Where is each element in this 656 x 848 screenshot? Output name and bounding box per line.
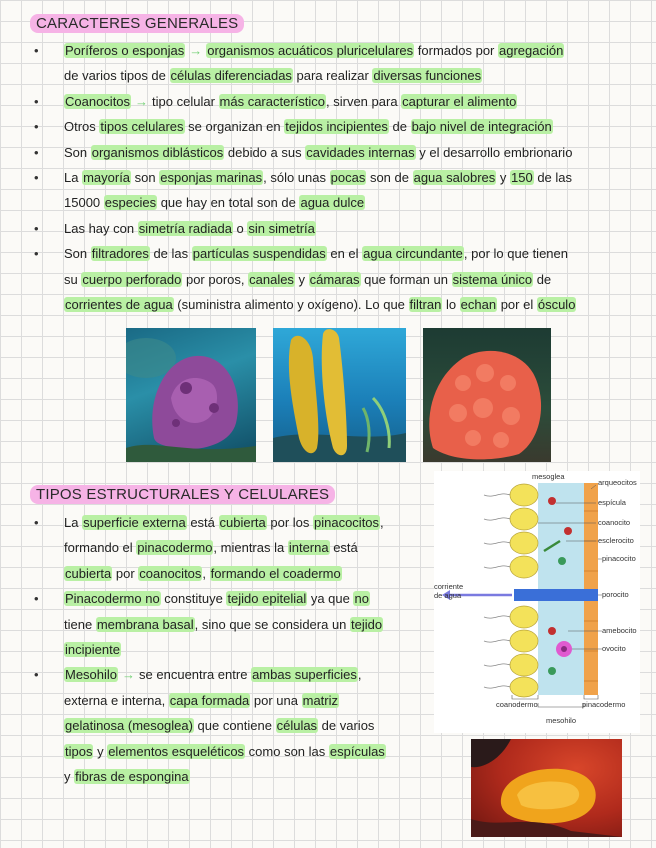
- label-coanodermo: coanodermo: [496, 700, 538, 709]
- purple-sponge-photo: [126, 328, 256, 462]
- label-espicula: espícula: [598, 498, 626, 507]
- list-item: • Coanocitos → tipo celular más característico, sirven para capturar el alimento: [34, 89, 640, 114]
- arrow-icon: →: [135, 93, 149, 109]
- label-coanocito: coanocito: [598, 518, 631, 527]
- label-porocito: porocito: [602, 590, 629, 599]
- section-title-caracteres: CARACTERES GENERALES: [30, 14, 244, 33]
- list-item: • Mesohilo → se encuentra entre ambas superficies, externa e interna, capa formada por una matriz gelatinosa (mesoglea) que contiene células de varios tipos y elementos esqueléticos como son las espículas y fibras de espongina: [34, 662, 422, 789]
- yellow-tube-sponge-photo: [273, 328, 406, 462]
- list-item: • Son filtradores de las partículas suspendidas en el agua circundante, por lo que tienen su cuerpo perforado por poros, canales y cámaras que forman un sistema único de corrientes de agua (suministra alimento y oxígeno). Lo que filtran lo echan por el ósculo: [34, 241, 640, 317]
- tipos-list: [34, 510, 422, 789]
- section-title-tipos: TIPOS ESTRUCTURALES Y CELULARES: [30, 485, 335, 504]
- label-ovocito: ovocito: [602, 644, 626, 653]
- arrow-icon: →: [122, 667, 136, 683]
- label-mesoglea: mesoglea: [532, 472, 565, 481]
- list-item: • Son organismos diblásticos debido a sus cavidades internas y el desarrollo embrionario: [34, 140, 640, 165]
- label-mesohilo: mesohilo: [546, 716, 577, 725]
- caracteres-list: [34, 38, 640, 317]
- label-amebocito: amebocito: [602, 626, 637, 635]
- orange-sponge-photo: [471, 739, 622, 837]
- label-corriente-2: de agua: [434, 591, 462, 600]
- sponge-wall-svg: [434, 471, 640, 733]
- arrow-icon: →: [189, 43, 203, 58]
- sponge-wall-diagram: [434, 471, 640, 733]
- list-item: • Las hay con simetría radiada o sin simetría: [34, 216, 640, 241]
- list-item: • Poríferos o esponjas → organismos acuáticos pluricelulares formados por agregación de varios tipos de células diferenciadas para realizar diversas funciones: [34, 38, 640, 89]
- red-sponge-photo: [423, 328, 551, 462]
- label-corriente-1: corriente: [434, 582, 464, 591]
- label-pinacodermo: pinacodermo: [582, 700, 626, 709]
- label-esclerocito: esclerocito: [598, 536, 634, 545]
- list-item: • La mayoría son esponjas marinas, sólo unas pocas son de agua salobres y 150 de las 15000 especies que hay en total son de agua dulce: [34, 165, 640, 216]
- label-arqueocitos: arqueocitos: [598, 478, 637, 487]
- list-item: • Otros tipos celulares se organizan en tejidos incipientes de bajo nivel de integración: [34, 114, 640, 139]
- list-item: • La superficie externa está cubierta por los pinacocitos, formando el pinacodermo, mientras la interna está cubierta por coanocitos, formando el coadermo: [34, 510, 422, 586]
- list-item: • Pinacodermo no constituye tejido epitelial ya que no tiene membrana basal, sino que se considera un tejido incipiente: [34, 586, 422, 662]
- label-pinacocito: pinacocito: [602, 554, 636, 563]
